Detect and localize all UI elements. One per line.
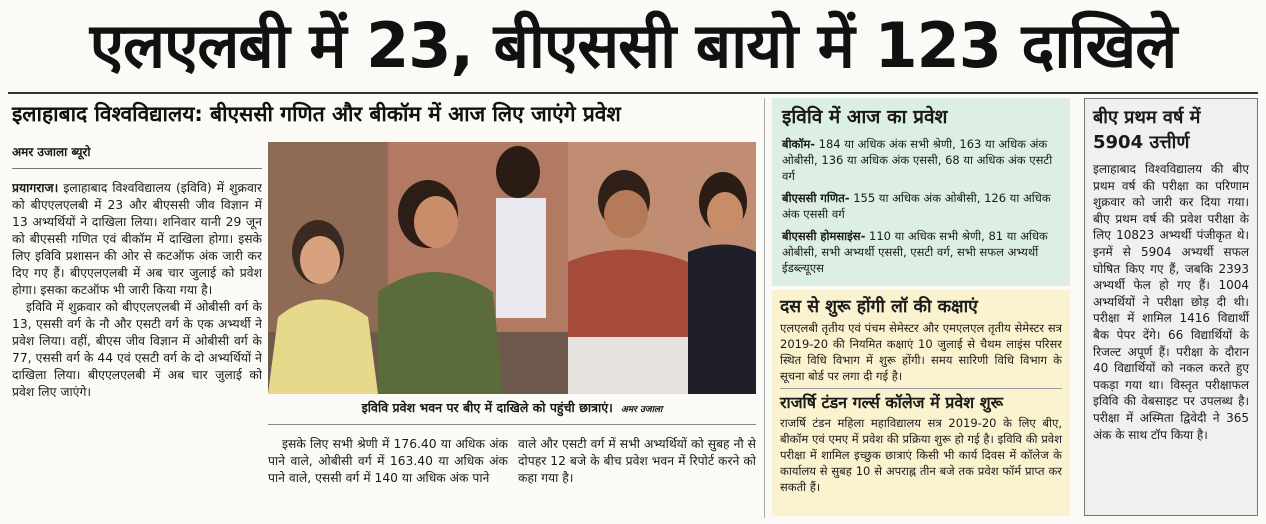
byline-rule [12,168,262,169]
admission-item-bsc-homescience: बीएससी होमसाइंस- 110 या अधिक सभी श्रेणी, 81 या अधिक ओबीसी, सभी अभ्यर्थी एससी, एसटी वर्ग, सभी सफल अभ्यर्थी ईडब्ल्यूएस [782,229,1048,275]
girls-college-text: राजर्षि टंडन महिला महाविद्यालय सत्र 2019-20 के लिए बीए, बीकॉम एवं एमए में प्रवेश की प्रक्रिया शुरू हो गई है। इविवि की प्रवेश परीक्षा में शामिल इच्छुक छात्राएं किसी भी कार्य दिवस में कॉलेज के कार्यालय से सुबह 10 से अपराह्न तीन बजे तक प्रवेश फॉर्म प्राप्त कर सकती हैं। [780,416,1062,494]
paragraph-1-text: इलाहाबाद विश्वविद्यालय (इविवि) में शुक्रवार को बीएएलएलबी में 23 और बीएससी जीव विज्ञान में 13 अभ्यर्थियों ने दाखिला लिया। शनिवार यानी 29 जून को बीएससी गणित एवं बीकॉम में दाखिला होगा। इसके लिए इविवि प्रशासन की ओर से कटऑफ अंक जारी कर दिए गए हैं। बीएएलएलबी में अब चार जुलाई को प्रवेश होगा। इसका कटऑफ भी जारी किया गया है। [12,181,262,297]
photo-caption [268,396,756,420]
law-classes-text: एलएलबी तृतीय एवं पंचम सेमेस्टर और एमएलएल तृतीय सेमेस्टर सत्र 2019-20 की नियमित कक्षाएं 10 जुलाई से चैथम लाइंस परिसर स्थित विधि विभाग में शुरू होंगी। समय सारिणी विधि विभाग के सूचना बोर्ड पर लगा दी गई है। [780,321,1062,383]
photo-credit: अमर उजाला [620,405,663,415]
article-column-3: वाले और एसटी वर्ग में सभी अभ्यर्थियों को सुबह नौ से दोपहर 12 बजे के बीच प्रवेश भवन में रिपोर्ट करने को कहा गया है। [518,437,756,485]
girls-college-heading: राजर्षि टंडन गर्ल्स कॉलेज में प्रवेश शुरू [780,388,1062,415]
caption-rule [268,424,756,425]
students-photo-illustration [268,142,756,394]
article-paragraph-1 [12,180,262,299]
subheadline [12,96,767,132]
article-paragraph-2: इविवि में शुक्रवार को बीएएलएलबी में ओबीसी वर्ग के 13, एससी वर्ग के नौ और एसटी वर्ग के एक अभ्यर्थी ने प्रवेश लिया। वहीं, बीएस जीव विज्ञान में ओबीसी वर्ग के 77, एससी वर्ग के 44 एवं एसटी वर्ग के दो अभ्यर्थियों ने दाखिला लिया। बीएएलएलबी में अब चार जुलाई को प्रवेश लिए जाएंगे। [12,300,262,399]
law-classes-box [772,290,1070,516]
headline-rule [8,92,1258,94]
subheadline-text: बीएससी गणित और बीकॉम में आज लिए जाएंगे प्रवेश [210,102,621,126]
news-photo [268,142,756,394]
todays-admission-heading: इविवि में आज का प्रवेश [782,106,948,128]
headline: एलएलबी में 23, बीएससी बायो में 123 दाखिले [89,9,1177,82]
todays-admission-box [772,98,1070,286]
dateline: प्रयागराज। [12,181,59,195]
column-divider [764,98,765,518]
ba-result-box [1084,98,1258,516]
ba-result-text: इलाहाबाद विश्वविद्यालय की बीए प्रथम वर्ष की परीक्षा का परिणाम शुक्रवार को जारी कर दिया गया। बीए प्रथम वर्ष की प्रवेश परीक्षा के लिए 10823 अभ्यर्थी पंजीकृत थे। इनमें से 5904 अभ्यर्थी सफल घोषित किए गए हैं, जबकि 2393 अभ्यर्थी फेल हो गए हैं। 1004 अभ्यर्थियों ने परीक्षा छोड़ दी थी। परीक्षा में शामिल 1416 विद्यार्थी बैक पेपर देंगे। 66 विद्यार्थियों के रिजल्ट अपूर्ण हैं। परीक्षा के दौरान 40 विद्यार्थियों को नकल करते हुए पकड़ा गया था। विस्तृत परीक्षाफल इविवि की वेबसाइट पर उपलब्ध है। परीक्षा में अस्मिता द्विवेदी ने 365 अंक के साथ टॉप किया है। [1093,162,1249,442]
photo-caption-text: इविवि प्रवेश भवन पर बीए में दाखिले को पहुंची छात्राएं। [361,400,613,415]
article-column-2: इसके लिए सभी श्रेणी में 176.40 या अधिक अंक पाने वाले, ओबीसी वर्ग में 163.40 या अधिक अंक पाने वाले, एससी वर्ग में 140 या अधिक अंक पाने [268,437,508,485]
admission-item-bsc-math: बीएससी गणित- 155 या अधिक अंक ओबीसी, 126 या अधिक अंक एससी वर्ग [782,191,1051,221]
law-classes-heading: दस से शुरू होंगी लॉ की कक्षाएं [780,297,978,317]
article-column-1 [12,180,262,516]
byline: अमर उजाला ब्यूरो [12,145,91,159]
ba-result-heading: बीए प्रथम वर्ष में 5904 उत्तीर्ण [1093,107,1201,153]
admission-item-bcom: बीकॉम- 184 या अधिक अंक सभी श्रेणी, 163 या अधिक अंक ओबीसी, 136 या अधिक अंक एससी, 68 या अधिक अंक एसटी वर्ग [782,137,1053,183]
subheadline-lead: इलाहाबाद विश्वविद्यालय: [12,102,203,126]
